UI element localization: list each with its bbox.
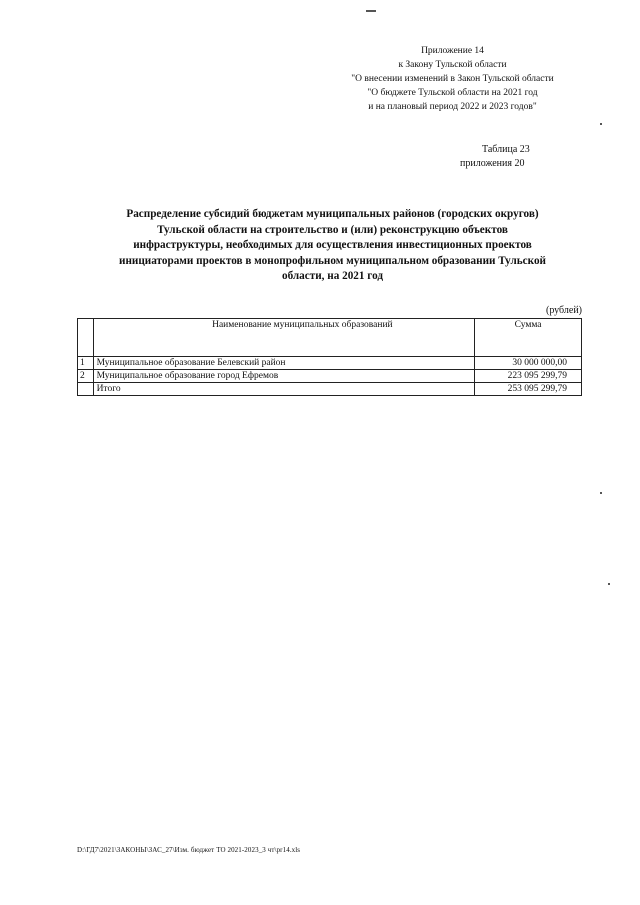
file-path-footer: D:\ГД7\2021\ЗАКОНЫ\ЗАС_27\Изм. бюджет ТО 2021-2023_3 чт\pr14.xls — [77, 846, 301, 854]
row-number: 1 — [78, 357, 94, 370]
appendix-line: "О внесении изменений в Закон Тульской области — [351, 74, 554, 84]
header-name: Наименование муниципальных образований — [93, 319, 475, 357]
appendix-line: Приложение 14 — [421, 46, 484, 56]
row-name: Муниципальное образование Белевский район — [93, 357, 475, 370]
appendix-reference: приложения 20 — [460, 158, 525, 169]
currency-unit: (рублей) — [545, 305, 582, 316]
scan-mark — [600, 492, 602, 494]
row-number — [78, 383, 94, 396]
row-sum: 223 095 299,79 — [475, 370, 582, 383]
appendix-header — [330, 44, 575, 114]
subsidy-table — [77, 318, 582, 396]
scan-mark — [608, 583, 610, 585]
title-line: Распределение субсидий бюджетам муниципальных районов (городских округов) — [126, 208, 539, 220]
title-line: инфраструктуры, необходимых для осуществления инвестиционных проектов — [133, 239, 532, 252]
table-number: Таблица 23 — [482, 144, 530, 155]
row-number: 2 — [78, 370, 94, 383]
appendix-line: к Закону Тульской области — [398, 60, 507, 70]
title-line: инициаторами проектов в монопрофильном муниципальном образовании Тульской — [119, 254, 546, 267]
row-name: Итого — [93, 383, 475, 396]
document-title — [80, 207, 585, 285]
table-header-row — [78, 319, 582, 357]
header-sum: Сумма — [475, 319, 582, 357]
row-sum: 30 000 000,00 — [475, 357, 582, 370]
appendix-line: "О бюджете Тульской области на 2021 год — [367, 88, 538, 98]
row-sum: 253 095 299,79 — [475, 383, 582, 396]
title-line: области, на 2021 год — [281, 270, 384, 283]
table-row — [78, 370, 582, 383]
table-row — [78, 357, 582, 370]
table-total-row — [78, 383, 582, 396]
header-number — [78, 319, 94, 357]
appendix-line: и на плановый период 2022 и 2023 годов" — [368, 102, 537, 112]
title-line: Тульской области на строительство и (или) реконструкцию объектов — [157, 223, 508, 236]
table-reference — [460, 143, 580, 171]
scan-mark — [366, 10, 376, 12]
scan-mark — [600, 123, 602, 125]
row-name: Муниципальное образование город Ефремов — [93, 370, 475, 383]
